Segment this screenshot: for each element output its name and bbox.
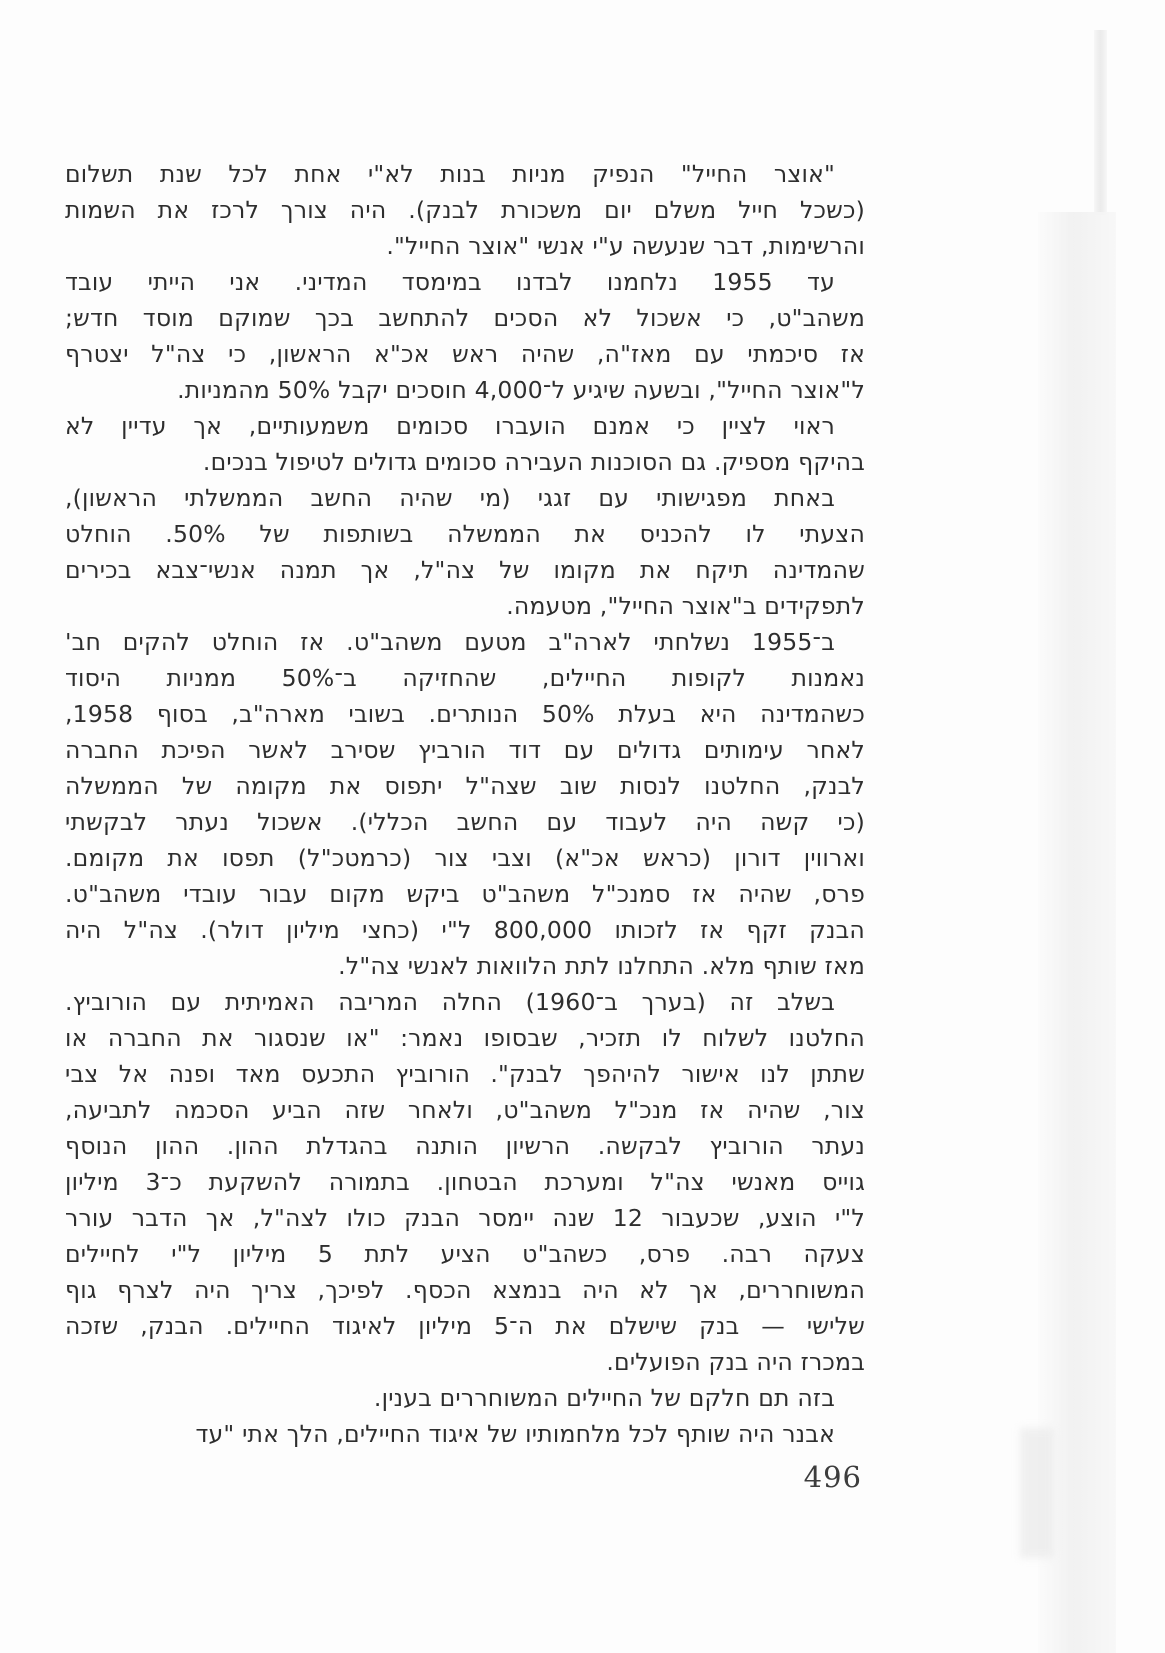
page-text bbox=[65, 156, 865, 1452]
scan-artifact-upper-band bbox=[1094, 30, 1107, 215]
text-line: בזה תם חלקם של החיילים המשוחררים בענין. bbox=[373, 1384, 835, 1412]
text-line: ב־1955 נשלחתי לארה"ב מטעם משהב"ט. אז הוחלט להקים חב' bbox=[65, 628, 835, 656]
text-line: "אוצר החייל" הנפיק מניות בנות לא"י אחת לכל שנת תשלום bbox=[65, 160, 835, 188]
text-line: נאמנות לקופות החיילים, שהחזיקה ב־50% ממניות היסוד bbox=[65, 664, 865, 692]
scan-artifact-bottom-smudge bbox=[1020, 1428, 1054, 1558]
paragraph bbox=[65, 264, 865, 408]
text-line: משהב"ט, כי אשכול לא הסכים להתחשב בכך שמוקם מוסד חדש; bbox=[65, 304, 865, 332]
paragraph bbox=[65, 624, 865, 984]
text-line: ל"י הוצע, שכעבור 12 שנה יימסר הבנק כולו לצה"ל, אך הדבר עורר bbox=[65, 1204, 865, 1232]
text-line: מאז שותף מלא. התחלנו לתת הלוואות לאנשי צה"ל. bbox=[338, 952, 865, 980]
text-line: שהמדינה תיקח את מקומו של צה"ל, אך תמנה אנשי־צבא בכירים bbox=[65, 556, 865, 584]
text-line: שלישי — בנק שישלם את ה־5 מיליון לאיגוד החיילים. הבנק, שזכה bbox=[65, 1312, 865, 1340]
text-line: והרשימות, דבר שנעשה ע"י אנשי "אוצר החייל". bbox=[386, 232, 865, 260]
paragraph bbox=[65, 1416, 865, 1452]
text-line: נעתר הורוביץ לבקשה. הרשיון הותנה בהגדלת ההון. ההון הנוסף bbox=[65, 1132, 865, 1160]
text-line: במכרז היה בנק הפועלים. bbox=[606, 1348, 865, 1376]
page-number: 496 bbox=[803, 1460, 862, 1494]
text-line: המשוחררים, אך לא היה בנמצא הכסף. לפיכך, צריך היה לצרף גוף bbox=[65, 1276, 865, 1304]
text-line: לתפקידים ב"אוצר החייל", מטעמה. bbox=[506, 592, 865, 620]
text-line: פרס, שהיה אז סמנכ"ל משהב"ט ביקש מקום עבור עובדי משהב"ט. bbox=[65, 880, 865, 908]
text-line: אז סיכמתי עם מאז"ה, שהיה ראש אכ"א הראשון, כי צה"ל יצטרף bbox=[65, 340, 865, 368]
text-line: בהיקף מספיק. גם הסוכנות העבירה סכומים גדולים לטיפול בנכים. bbox=[202, 448, 865, 476]
text-line: באחת מפגישותי עם זגגי (מי שהיה החשב הממשלתי הראשון), bbox=[65, 484, 835, 512]
paragraph bbox=[65, 984, 865, 1380]
text-line: (כי קשה היה לעבוד עם החשב הכללי). אשכול נעתר לבקשתי bbox=[65, 808, 865, 836]
text-line: צעקה רבה. פרס, כשהב"ט הציע לתת 5 מיליון ל"י לחיילים bbox=[65, 1240, 865, 1268]
text-line: החלטנו לשלוח לו תזכיר, שבסופו נאמר: "או שנסגור את החברה או bbox=[65, 1024, 865, 1052]
paragraph bbox=[65, 1380, 865, 1416]
text-line: גוייס מאנשי צה"ל ומערכת הבטחון. בתמורה להשקעת כ־3 מיליון bbox=[65, 1168, 865, 1196]
text-line: (כשכל חייל משלם יום משכורת לבנק). היה צורך לרכז את השמות bbox=[65, 196, 865, 224]
text-line: כשהמדינה היא בעלת 50% הנותרים. בשובי מארה"ב, בסוף 1958, bbox=[65, 700, 865, 728]
text-line: וארווין דורון (כראש אכ"א) וצבי צור (כרמטכ"ל) תפסו את מקומם. bbox=[65, 844, 865, 872]
text-line: ראוי לציין כי אמנם הועברו סכומים משמעותיים, אך עדיין לא bbox=[65, 412, 835, 440]
paragraph bbox=[65, 156, 865, 264]
text-line: ל"אוצר החייל", ובשעה שיגיע ל־4,000 חוסכים יקבל 50% מהמניות. bbox=[177, 376, 865, 404]
text-line: אבנר היה שותף לכל מלחמותיו של איגוד החיילים, הלך אתי "עד bbox=[195, 1420, 835, 1448]
paragraph bbox=[65, 408, 865, 480]
text-line: עד 1955 נלחמנו לבדנו במימסד המדיני. אני הייתי עובד bbox=[65, 268, 835, 296]
text-line: שתתן לנו אישור להיהפך לבנק". הורוביץ התכעס מאד ופנה אל צבי bbox=[65, 1060, 865, 1088]
paragraph bbox=[65, 480, 865, 624]
text-line: לבנק, החלטנו לנסות שוב שצה"ל יתפוס את מקומה של הממשלה bbox=[65, 772, 865, 800]
text-line: הבנק זקף אז לזכותו 800,000 ל"י (כחצי מיליון דולר). צה"ל היה bbox=[65, 916, 865, 944]
text-line: בשלב זה (בערך ב־1960) החלה המריבה האמיתית עם הורוביץ. bbox=[65, 988, 835, 1016]
text-line: צור, שהיה אז מנכ"ל משהב"ט, ולאחר שזה הביע הסכמה לתביעה, bbox=[65, 1096, 865, 1124]
text-line: לאחר עימותים גדולים עם דוד הורביץ שסירב לאשר הפיכת החברה bbox=[65, 736, 865, 764]
text-line: הצעתי לו להכניס את הממשלה בשותפות של 50%. הוחלט bbox=[65, 520, 865, 548]
